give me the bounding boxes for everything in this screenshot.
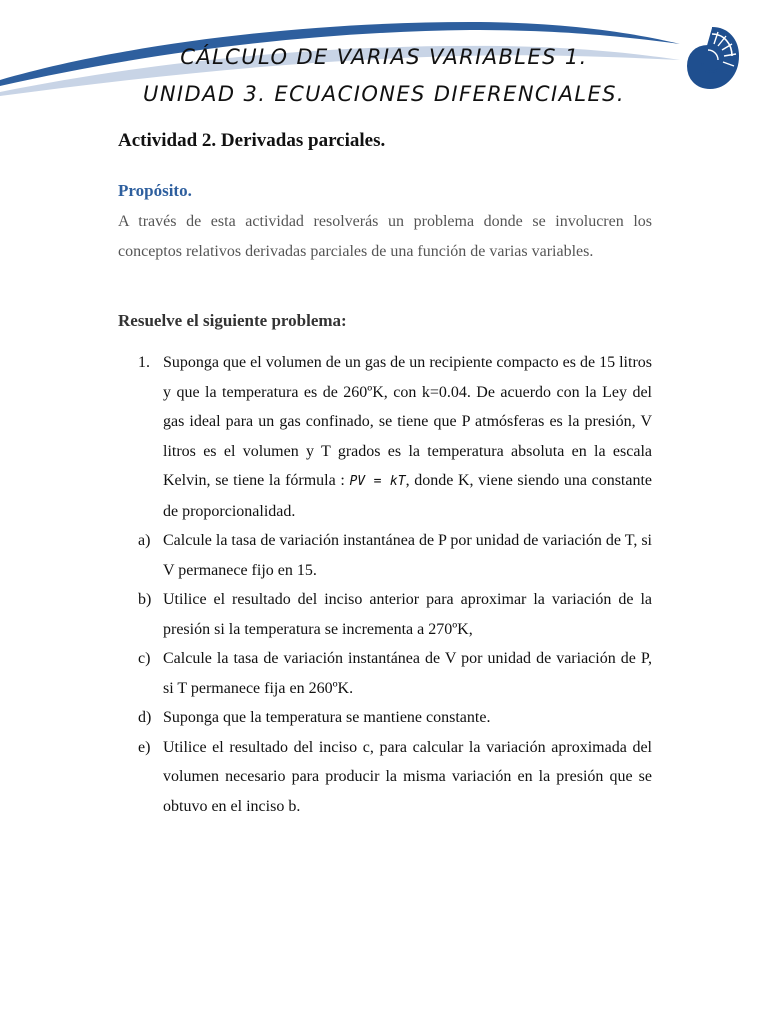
item-label: a) — [138, 532, 151, 549]
item-text: Suponga que la temperatura se mantiene constante. — [163, 709, 491, 726]
list-item — [118, 585, 652, 644]
list-item — [118, 526, 652, 585]
list-item — [118, 644, 652, 703]
item-label: b) — [138, 591, 152, 608]
item-label: c) — [138, 650, 151, 667]
item-label: d) — [138, 709, 152, 726]
formula: PV = kT — [349, 474, 406, 489]
item-text: Utilice el resultado del inciso c, para calcular la variación aproximada del volumen necesario para producir la misma variación en la presión que se obtuvo en el inciso b. — [163, 738, 652, 815]
problem-statement-text: Suponga que el volumen de un gas de un recipiente compacto es de 15 litros y que la temperatura es de 260ºK, con k=0.04. De acuerdo con la Ley del gas ideal para un gas confinado, se tiene que P atmósferas es la presión, V litros es el volumen y T grados es la temperatura absoluta en la escala Kelvin, se tiene la fórmula : — [163, 354, 652, 489]
item-text: Calcule la tasa de variación instantánea de V por unidad de variación de P, si T permanece fija en 260ºK. — [163, 650, 652, 697]
problem-statement-end: , donde K, viene siendo una constante de proporcionalidad. — [163, 472, 653, 520]
problem-statement — [118, 348, 652, 526]
course-title: CÁLCULO DE VARIAS VARIABLES 1. — [180, 45, 588, 69]
item-text: Utilice el resultado del inciso anterior para aproximar la variación de la presión si la temperatura se incrementa a 270ºK, — [163, 591, 652, 638]
problem-list — [118, 348, 652, 821]
list-item — [118, 703, 652, 733]
activity-title: Actividad 2. Derivadas parciales. — [118, 130, 386, 151]
unit-title: UNIDAD 3. ECUACIONES DIFERENCIALES. — [143, 82, 625, 106]
purpose-text: A través de esta actividad resolverás un problema donde se involucren los conceptos relativos derivadas parciales de una función de varias variables. — [118, 213, 652, 260]
item-label: e) — [138, 738, 151, 756]
purpose-heading: Propósito. — [118, 181, 192, 200]
item-text: Calcule la tasa de variación instantánea de P por unidad de variación de T, si V permanece fijo en 15. — [163, 532, 652, 579]
problem-heading: Resuelve el siguiente problema: — [118, 311, 347, 330]
problem-number: 1. — [138, 354, 150, 371]
list-item — [118, 733, 652, 822]
